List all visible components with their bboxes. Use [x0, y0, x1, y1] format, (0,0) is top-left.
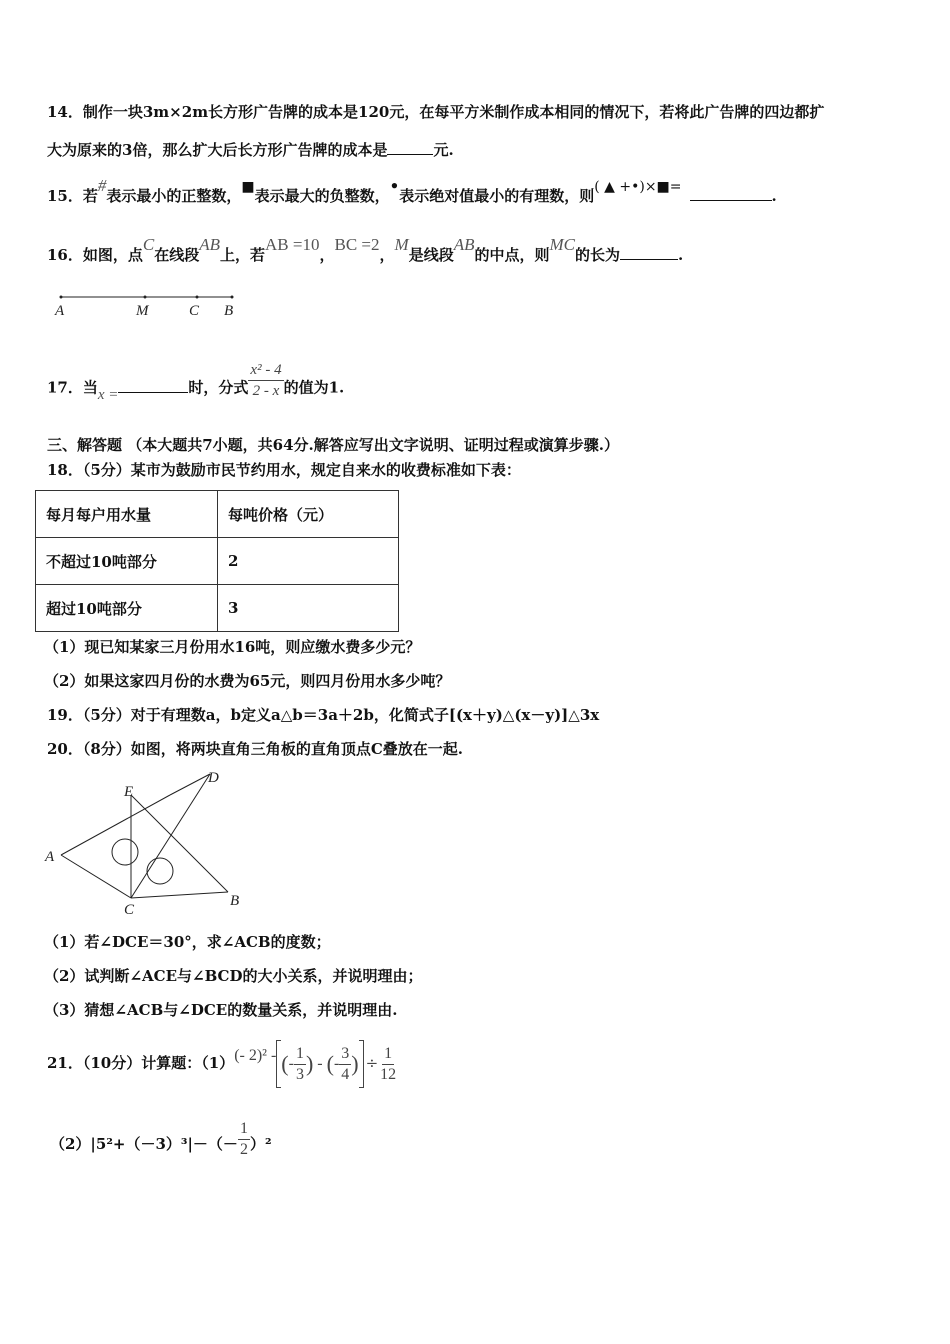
triangle-hole: [147, 858, 173, 884]
q21-part2: [50, 1119, 272, 1166]
condition-ab: AB =10: [265, 235, 320, 254]
q15-text: 15．若: [47, 187, 98, 205]
q15: [47, 176, 777, 207]
q21-sub2-text: ）²: [249, 1135, 272, 1153]
dot-symbol: •: [389, 177, 400, 195]
q17: [47, 362, 345, 409]
label-e: E: [124, 784, 134, 800]
triangle-hole: [112, 839, 138, 865]
q16-end: .: [678, 246, 684, 264]
label-b: B: [224, 303, 234, 319]
q18-title: 18．（5分）某市为鼓励市民节约用水，规定自来水的收费标准如下表：: [47, 461, 521, 479]
answer-blank[interactable]: [118, 378, 188, 393]
q15-end: .: [771, 187, 777, 205]
q16-text: 的中点，则: [474, 246, 550, 264]
fraction-denominator: 12: [380, 1065, 397, 1083]
left-paren: (: [281, 1051, 289, 1076]
right-bracket: [359, 1040, 364, 1088]
label-a: A: [45, 849, 55, 865]
section-heading: 三、解答题 （本大题共7小题，共64分.解答应写出文字说明、证明过程或演算步骤.）: [47, 436, 619, 454]
segment-figure: [50, 288, 250, 322]
q14-unit: 元.: [433, 141, 454, 159]
point-c-dot: [196, 296, 199, 299]
q20-title: 20．（8分）如图，将两块直角三角板的直角顶点C叠放在一起.: [47, 740, 463, 758]
q16-text: 上，若: [220, 246, 266, 264]
fraction-3-4: [339, 1044, 351, 1085]
q21-part1: [47, 1040, 396, 1088]
water-price-table: [35, 490, 399, 632]
q18-sub1: （1）现已知某家三月份用水16吨，则应缴水费多少元？: [44, 638, 421, 656]
label-c: C: [124, 902, 135, 918]
right-paren: ): [305, 1051, 314, 1076]
fraction-1-3: [294, 1044, 306, 1085]
hash-symbol: #: [97, 176, 107, 195]
q16-text: 的长为: [575, 246, 621, 264]
q14-line1: 14．制作一块3m×2m长方形广告牌的成本是120元，在每平方米制作成本相同的情况下，若将此广告牌的四边都扩: [47, 103, 825, 121]
segment-mc: MC: [549, 235, 576, 254]
segment-ab: AB: [453, 235, 475, 254]
line-ac: [61, 855, 131, 898]
line-de: [170, 774, 210, 795]
table-cell: 每吨价格（元）: [218, 491, 399, 538]
minus-sign: -: [313, 1055, 327, 1072]
label-d: D: [208, 770, 219, 786]
q16-text: 在线段: [154, 246, 200, 264]
variable-x: x =: [97, 386, 119, 403]
fraction-denominator: 3: [295, 1065, 304, 1083]
q14-text: 大为原来的3倍，那么扩大后长方形广告牌的成本是: [47, 141, 388, 159]
q21-sub2-text: （2）|5²+（－3）³|－（－: [50, 1135, 238, 1153]
fraction-denominator: 2: [239, 1140, 248, 1158]
label-m: M: [136, 303, 149, 319]
segment-ab: AB: [199, 235, 221, 254]
fraction-numerator: 1: [382, 1044, 394, 1065]
answer-blank[interactable]: [690, 186, 772, 201]
q16-text: 16．如图，点: [47, 246, 143, 264]
answer-blank[interactable]: [387, 140, 433, 155]
label-a: A: [55, 303, 65, 319]
table-cell: 每月每户用水量: [36, 491, 218, 538]
q15-expression: ( ▲ +•)×■=: [594, 179, 682, 195]
table-row: [36, 491, 399, 538]
fraction-1-12: [380, 1044, 396, 1085]
table-cell: 不超过10吨部分: [36, 538, 218, 585]
table-row: [36, 585, 399, 632]
right-paren: ): [351, 1051, 359, 1076]
minus-sign: -: [333, 1055, 340, 1072]
point-b-dot: [231, 296, 234, 299]
point-m-dot: [144, 296, 147, 299]
q20-sub1: （1）若∠DCE＝30°，求∠ACB的度数；: [44, 933, 331, 951]
square-symbol: ■: [241, 179, 255, 195]
q21-expression: (- 2)² -: [234, 1047, 277, 1064]
answer-blank[interactable]: [620, 245, 678, 260]
table-row: [36, 538, 399, 585]
q19: 19．（5分）对于有理数a，b定义a△b＝3a＋2b，化简式子[(x＋y)△(x－y)]△3x: [47, 706, 600, 724]
q20-sub3: （3）猜想∠ACB与∠DCE的数量关系，并说明理由.: [44, 1001, 398, 1019]
fraction-1-2: [238, 1119, 250, 1160]
q17-text: 时，分式: [188, 378, 249, 397]
point-c: C: [142, 235, 155, 254]
left-paren: (: [326, 1051, 334, 1076]
minus-sign: -: [288, 1055, 294, 1072]
fraction-numerator: 1: [238, 1119, 250, 1140]
line-eb: [131, 795, 228, 892]
triangle-figure: [40, 765, 250, 920]
fraction-numerator: 3: [339, 1044, 351, 1065]
q18-sub2: （2）如果这家四月份的水费为65元，则四月份用水多少吨？: [44, 672, 451, 690]
q20-sub2: （2）试判断∠ACE与∠BCD的大小关系，并说明理由；: [44, 967, 423, 985]
fraction-numerator: x² - 4: [248, 360, 283, 381]
q16: [47, 235, 684, 265]
point-m: M: [394, 235, 409, 254]
condition-bc: BC =2: [334, 235, 380, 254]
q17-text: 17．当: [47, 378, 98, 397]
table-cell: 3: [218, 585, 399, 632]
bracket-group: [276, 1040, 363, 1088]
label-c: C: [189, 303, 200, 319]
line-ae: [61, 795, 170, 855]
fraction-numerator: 1: [294, 1044, 306, 1065]
q14-line2: [47, 140, 454, 160]
label-b: B: [230, 893, 240, 909]
line-cb: [131, 892, 228, 898]
fraction-denominator: 2 - x: [252, 383, 280, 399]
q15-text: 表示最大的负整数，: [254, 187, 390, 205]
q17-text: 的值为1.: [283, 378, 345, 397]
q21-title: 21．（10分）计算题：（1）: [47, 1054, 235, 1072]
q15-text: 表示最小的正整数，: [106, 187, 242, 205]
table-cell: 超过10吨部分: [36, 585, 218, 632]
fraction-denominator: 4: [341, 1065, 350, 1083]
q16-text: ，: [379, 246, 395, 264]
table-cell: 2: [218, 538, 399, 585]
q16-text: ，: [319, 246, 335, 264]
point-a-dot: [60, 296, 63, 299]
q15-text: 表示绝对值最小的有理数，则: [399, 187, 595, 205]
divide-sign: ÷: [365, 1054, 379, 1072]
q16-text: 是线段: [408, 246, 454, 264]
q17-fraction: [248, 360, 283, 401]
